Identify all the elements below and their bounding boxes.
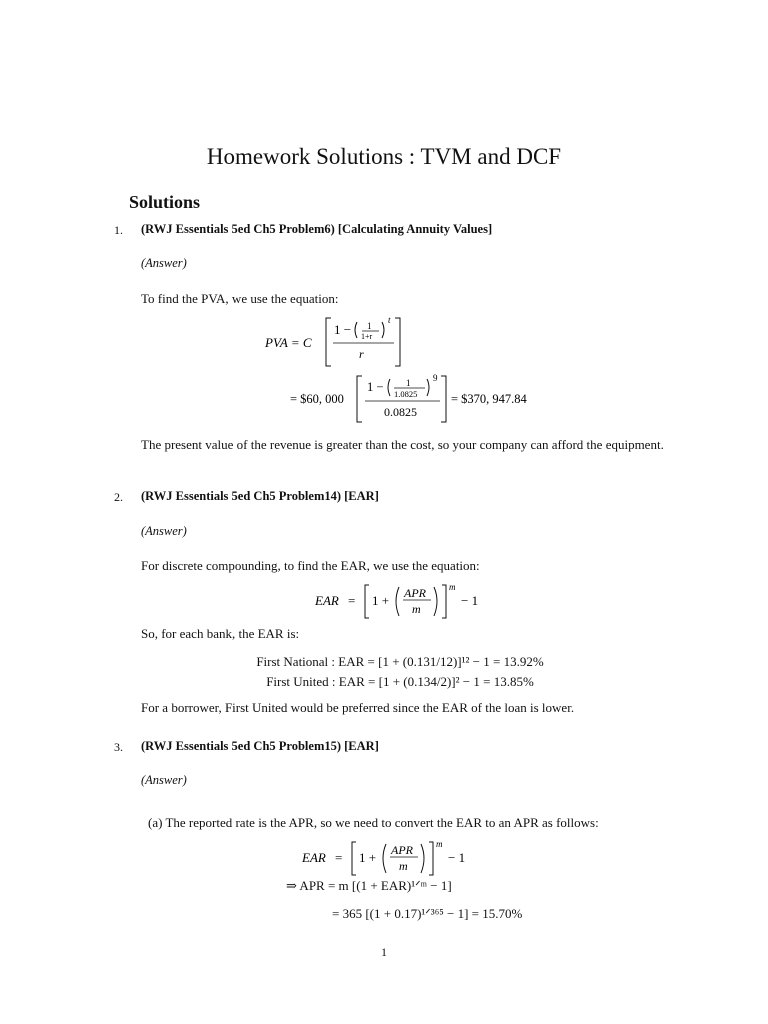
- problem-intro: For discrete compounding, to find the EAR, we use the equation:: [141, 558, 480, 573]
- pva-result-suffix: = $370, 947.84: [451, 392, 527, 406]
- svg-text:r: r: [359, 347, 364, 361]
- svg-text:1: 1: [406, 378, 411, 388]
- svg-text:− 1: − 1: [461, 593, 479, 608]
- svg-text:1: 1: [367, 321, 372, 331]
- ear-formula: [315, 578, 495, 626]
- svg-text:0.0825: 0.0825: [384, 405, 417, 419]
- svg-text:1 −: 1 −: [334, 322, 352, 337]
- section-heading: Solutions: [129, 192, 201, 212]
- pva-formula: [255, 310, 415, 370]
- svg-text:m: m: [449, 582, 456, 592]
- svg-text:APR: APR: [404, 586, 426, 600]
- answer-label: (Answer): [141, 256, 187, 270]
- ear-formula-3: [302, 836, 482, 882]
- svg-text:=: =: [335, 850, 343, 865]
- svg-text:=: =: [348, 593, 356, 608]
- page-title: Homework Solutions : TVM and DCF: [206, 144, 562, 169]
- svg-text:1+r: 1+r: [361, 332, 373, 341]
- svg-text:m: m: [436, 839, 443, 849]
- svg-text:EAR: EAR: [302, 850, 326, 865]
- problem-heading: (RWJ Essentials 5ed Ch5 Problem15) [EAR]: [141, 739, 379, 753]
- problem-number: 1.: [114, 223, 123, 237]
- pva-result-prefix: = $60, 000: [290, 392, 344, 406]
- answer-label: (Answer): [141, 524, 187, 538]
- svg-text:1 −: 1 −: [367, 380, 384, 394]
- problem-conclusion: The present value of the revenue is greater than the cost, so your company can afford the equipment.: [141, 437, 664, 452]
- problem-number: 3.: [114, 740, 123, 754]
- svg-text:EAR: EAR: [315, 593, 339, 608]
- apr-line-2: = 365 [(1 + 0.17)¹ᐟ³⁶⁵ − 1] = 15.70%: [332, 906, 523, 921]
- first-united-ear: First United : EAR = [1 + (0.134/2)]² − 1 = 13.85%: [266, 674, 534, 689]
- svg-text:1 +: 1 +: [359, 850, 377, 865]
- first-national-ear: First National : EAR = [1 + (0.131/12)]¹² − 1 = 13.92%: [256, 654, 544, 669]
- problem-heading: (RWJ Essentials 5ed Ch5 Problem6) [Calculating Annuity Values]: [141, 222, 493, 236]
- problem-intro: To find the PVA, we use the equation:: [141, 291, 339, 306]
- page-number: 1: [381, 945, 387, 959]
- svg-text:1.0825: 1.0825: [394, 389, 418, 399]
- svg-text:m: m: [412, 602, 421, 616]
- problem-transition: So, for each bank, the EAR is:: [141, 626, 300, 641]
- problem-conclusion: For a borrower, First United would be preferred since the EAR of the loan is lower.: [141, 700, 575, 715]
- svg-text:9: 9: [433, 373, 438, 383]
- problem-number: 2.: [114, 490, 123, 504]
- pva-lhs: PVA = C: [265, 335, 312, 350]
- problem-heading: (RWJ Essentials 5ed Ch5 Problem14) [EAR]: [141, 489, 379, 503]
- part-a-text: (a) The reported rate is the APR, so we need to convert the EAR to an APR as follows:: [148, 815, 599, 830]
- svg-text:− 1: − 1: [448, 850, 466, 865]
- svg-text:APR: APR: [391, 843, 413, 857]
- svg-text:m: m: [399, 859, 408, 873]
- svg-text:1 +: 1 +: [372, 593, 390, 608]
- svg-text:t: t: [388, 315, 391, 325]
- answer-label: (Answer): [141, 773, 187, 787]
- apr-line-1: ⇒ APR = m [(1 + EAR)¹ᐟᵐ − 1]: [286, 878, 452, 893]
- pva-calculation: [290, 370, 540, 426]
